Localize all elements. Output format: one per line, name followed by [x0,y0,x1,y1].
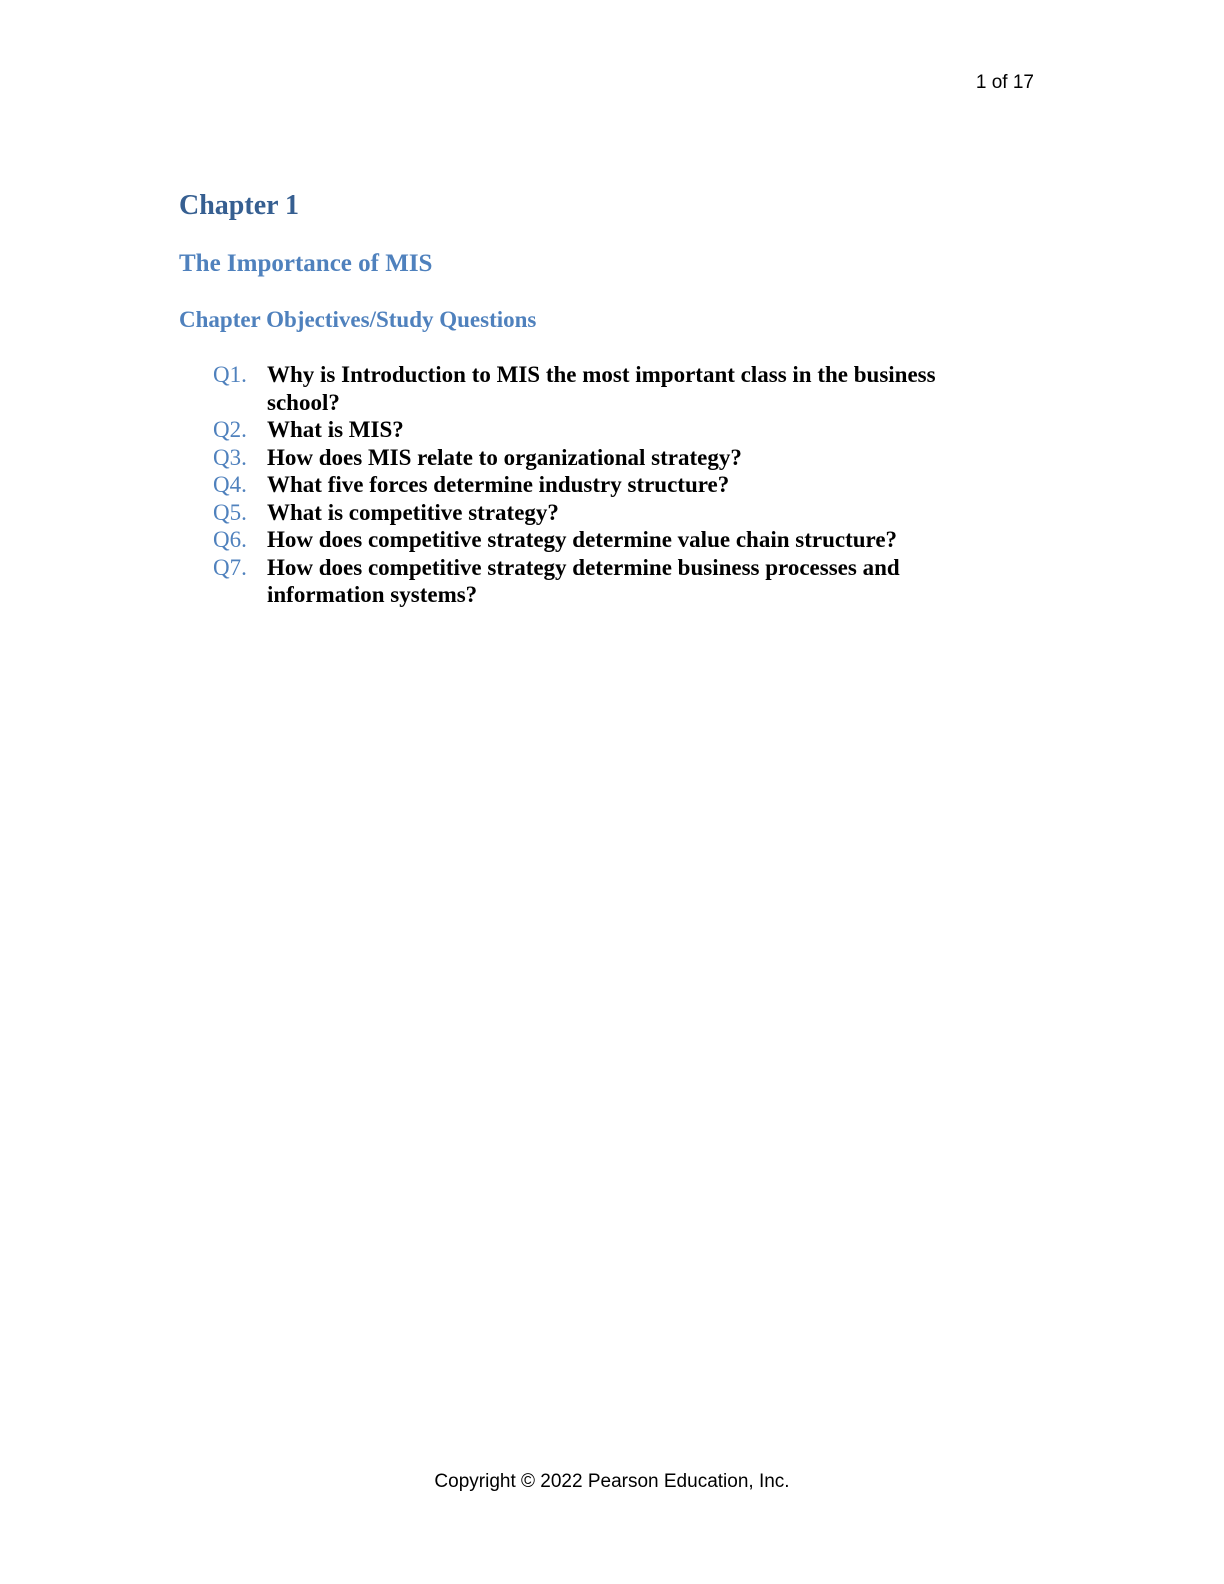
question-item-5 [213,499,973,527]
question-text: How does competitive strategy determine value chain structure? [267,527,898,552]
question-number: Q7. [213,554,247,580]
question-text: How does competitive strategy determine business processes and information systems? [267,554,900,607]
question-text: What is competitive strategy? [267,499,559,525]
question-text: Why is Introduction to MIS the most important class in the business school? [267,362,936,415]
study-questions-list [213,361,973,609]
question-item-4 [213,471,973,499]
question-text: What five forces determine industry structure? [267,472,730,497]
question-item-3 [213,444,973,472]
question-number: Q5. [213,499,247,525]
question-text: What is MIS? [267,417,404,442]
question-item-2 [213,416,973,444]
chapter-subtitle: The Importance of MIS [179,250,433,277]
question-number: Q2. [213,417,247,442]
question-item-7 [213,554,973,609]
question-number: Q6. [213,527,247,552]
question-number: Q4. [213,472,247,497]
objectives-heading: Chapter Objectives/Study Questions [179,307,537,332]
question-number: Q3. [213,444,247,470]
copyright-footer: Copyright © 2022 Pearson Education, Inc. [434,1471,790,1492]
question-text: How does MIS relate to organizational strategy? [267,444,742,470]
question-number: Q1. [213,362,247,387]
question-item-1 [213,361,973,416]
page-number: 1 of 17 [975,72,1034,93]
question-item-6 [213,526,973,554]
chapter-title: Chapter 1 [179,190,300,221]
